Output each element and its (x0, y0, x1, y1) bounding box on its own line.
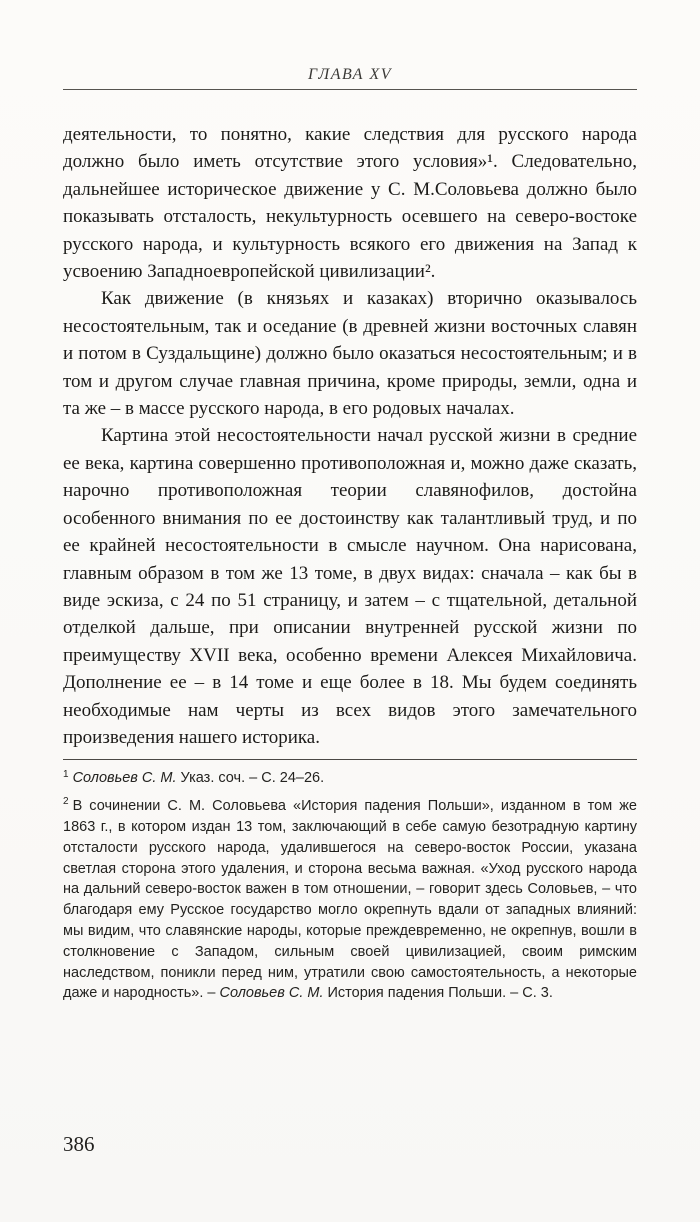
footnote-1 (63, 768, 637, 789)
footnote-2-cite-rest: История падения Польши. – С. 3. (323, 985, 553, 1002)
footnotes-block (63, 759, 637, 1004)
paragraph-picture: Картина этой несостоятельности начал русской жизни в средние ее века, картина совершенно противоположная и, можно даже сказать, нарочно противоположная теории славянофилов, достойна особенного внимания по ее достоинству как талантливый труд, и по ее крайней несостоятельности в смысле научном. Она нарисована, главным образом в том же 13 томе, в двух видах: сначала – как бы в виде эскиза, с 24 по 51 страницу, и затем – с тщательной, детальной отделкой дальше, при описании внутренней русской жизни по преимуществу XVII века, особенно времени Алексея Михайловича. Дополнение ее – в 14 томе и еще более в 18. Мы будем соединять необходимые нам черты из всех видов этого замечательного произведения нашего историка. (63, 425, 637, 748)
paragraph-movement: Как движение (в князьях и казаках) вторично оказывалось несостоятельным, так и оседание (в древней жизни восточных славян и потом в Суздальщине) должно было оказаться несостоятельным; и в том и другом случае главная причина, кроме природы, земли, одна и та же – в массе русского народа, в его родовых началах. (63, 288, 637, 420)
footnote-1-marker: 1 (63, 768, 69, 780)
footnote-1-text: Указ. соч. – С. 24–26. (176, 770, 325, 787)
footnote-2 (63, 796, 637, 1004)
footnote-2-marker: 2 (63, 796, 69, 808)
page-number: 386 (63, 1132, 95, 1156)
paragraph-continuation: деятельности, то понятно, какие следствия для русского народа должно было иметь отсутствие этого условия»¹. Следовательно, дальнейшее историческое движение у С. М.Соловьева должно было показывать отсталость, некультурность осевшего на северо-востоке русского народа, и культурность всякого его движения на Запад к усвоению Западноевропейской цивилизации². (63, 124, 637, 283)
footnote-1-author: Соловьев С. М. (72, 770, 177, 787)
footnote-2-text: В сочинении С. М. Соловьева «История падения Польши», изданном в том же 1863 г., в котором издан 13 том, заключающий в себе самую безотрадную картину отсталости русского народа, удалившегося на северо-восток России, указана светлая сторона этого удаления, и сторона весьма важная. «Уход русского народа на дальний северо-восток важен в том отношении, – говорит здесь Соловьев, – что благодаря ему Русское государство могло окрепнуть вдали от западных влияний: мы видим, что славянские народы, которые преждевременно, не окрепнув, вошли в столкновение с Западом, сильным своей цивилизацией, своим римским наследством, поникли перед ним, утратили свою самостоятельность, а некоторые даже и народность». – (63, 798, 637, 1002)
body-text-block (63, 121, 637, 751)
footnote-2-author: Соловьев С. М. (219, 985, 324, 1002)
running-head-chapter: ГЛАВА XV (63, 0, 637, 90)
